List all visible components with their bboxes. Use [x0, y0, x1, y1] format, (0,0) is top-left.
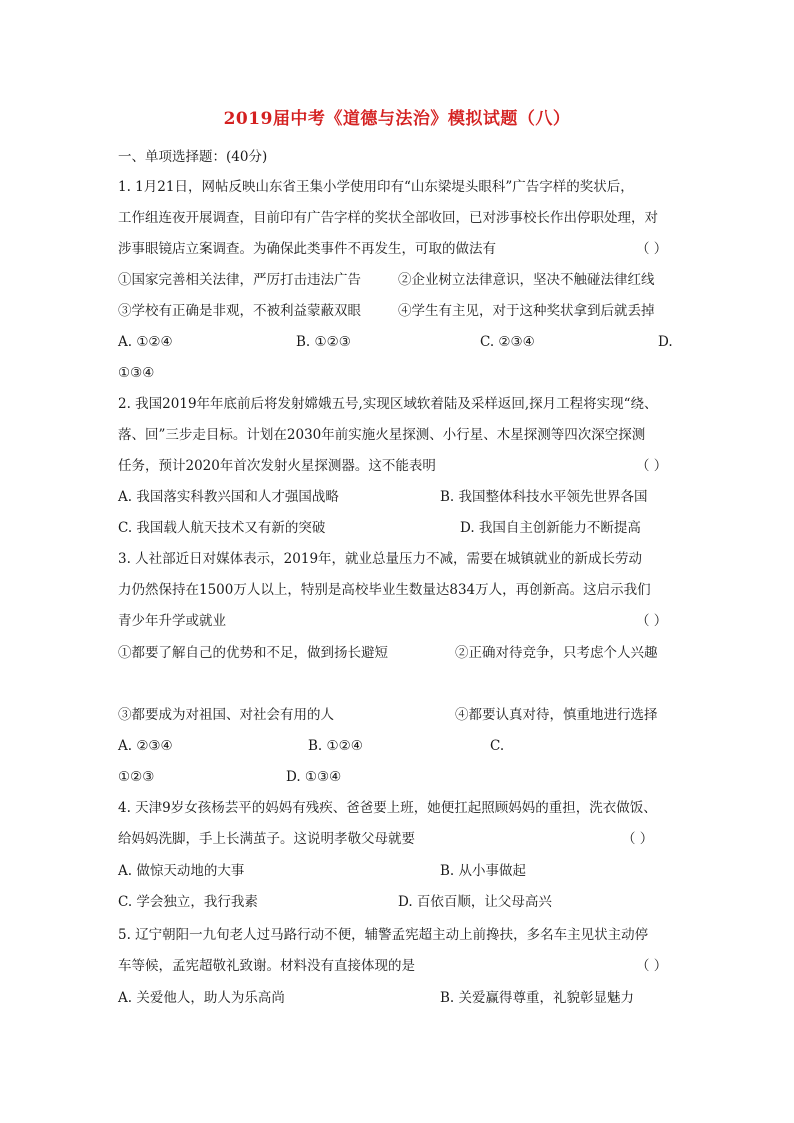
q2-answer-paren: （ ） [636, 458, 668, 474]
q1-item-2: ②企业树立法律意识，坚决不触碰法律红线 [398, 272, 655, 288]
q4-answer-paren: （ ） [622, 831, 654, 847]
q1-option-b: B. ①②③ [296, 334, 351, 350]
q3-item-4: ④都要认真对待，慎重地进行选择 [455, 707, 658, 723]
q2-option-c: C. 我国载人航天技术又有新的突破 [118, 520, 326, 536]
q2-option-a: A. 我国落实科教兴国和人才强国战略 [118, 489, 339, 505]
q1-line-2: 工作组连夜开展调查，目前印有广告字样的奖状全部收回，已对涉事校长作出停职处理，对 [118, 210, 658, 226]
q4-option-d: D. 百依百顺，让父母高兴 [398, 894, 552, 910]
q3-answer-paren: （ ） [636, 613, 668, 629]
q1-answer-paren: （ ） [636, 241, 668, 257]
q3-option-d: D. ①③④ [286, 769, 342, 785]
q3-option-c-label: C. [490, 738, 505, 754]
q4-option-b: B. 从小事做起 [440, 863, 527, 879]
q3-line-3: 青少年升学或就业 [118, 613, 226, 629]
exam-title: 2019届中考《道德与法治》模拟试题（八） [223, 109, 571, 129]
q1-option-a: A. ①②④ [118, 334, 173, 350]
q2-line-2: 落、回”三步走目标。计划在2030年前实施火星探测、小行星、木星探测等四次深空探测 [118, 427, 646, 443]
q2-option-b: B. 我国整体科技水平领先世界各国 [440, 489, 648, 505]
q4-line-1: 4. 天津9岁女孩杨芸平的妈妈有残疾、爸爸要上班，她便扛起照顾妈妈的重担，洗衣做饭、 [118, 800, 657, 816]
q3-line-1: 3. 人社部近日对媒体表示，2019年，就业总量压力不减，需要在城镇就业的新成长劳动 [118, 551, 643, 567]
q5-option-a: A. 关爱他人，助人为乐高尚 [118, 990, 285, 1006]
q5-answer-paren: （ ） [636, 958, 668, 974]
q1-option-d-label: D. [658, 334, 673, 350]
q1-item-1: ①国家完善相关法律，严厉打击违法广告 [118, 272, 361, 288]
q3-item-1: ①都要了解自己的优势和不足，做到扬长避短 [118, 645, 388, 661]
q3-option-b: B. ①②④ [308, 738, 363, 754]
q3-item-2: ②正确对待竞争，只考虑个人兴趣 [455, 645, 658, 661]
q3-line-2: 力仍然保持在1500万人以上，特别是高校毕业生数量达834万人，再创新高。这启示我们 [118, 582, 651, 598]
q5-option-b: B. 关爱赢得尊重，礼貌彰显魅力 [440, 990, 635, 1006]
q1-item-3: ③学校有正确是非观，不被利益蒙蔽双眼 [118, 303, 361, 319]
section-heading: 一、单项选择题：(40分) [118, 149, 268, 165]
q2-line-3: 任务，预计2020年首次发射火星探测器。这不能表明 [118, 458, 436, 474]
q5-line-1: 5. 辽宁朝阳一九旬老人过马路行动不便，辅警孟宪超主动上前搀扶，多名车主见状主动停 [118, 927, 649, 943]
q1-line-3: 涉事眼镜店立案调查。为确保此类事件不再发生，可取的做法有 [118, 241, 496, 257]
q3-option-c-text: ①②③ [118, 769, 155, 785]
q3-option-a: A. ②③④ [118, 738, 173, 754]
q1-option-d-text: ①③④ [118, 365, 155, 381]
q1-line-1: 1. 1月21日，网帖反映山东省王集小学使用印有“山东梁堤头眼科”广告字样的奖状后， [118, 179, 634, 195]
q4-option-a: A. 做惊天动地的大事 [118, 863, 245, 879]
q2-option-d: D. 我国自主创新能力不断提高 [460, 520, 641, 536]
q2-line-1: 2. 我国2019年年底前后将发射嫦娥五号,实现区域软着陆及采样返回,探月工程将实现“绕、 [118, 396, 658, 412]
q3-item-3: ③都要成为对祖国、对社会有用的人 [118, 707, 334, 723]
q1-option-c: C. ②③④ [480, 334, 535, 350]
q1-item-4: ④学生有主见，对于这种奖状拿到后就丢掉 [398, 303, 655, 319]
q4-option-c: C. 学会独立，我行我素 [118, 894, 258, 910]
q5-line-2: 车等候，孟宪超敬礼致谢。材料没有直接体现的是 [118, 958, 415, 974]
q4-line-2: 给妈妈洗脚，手上长满茧子。这说明孝敬父母就要 [118, 831, 415, 847]
